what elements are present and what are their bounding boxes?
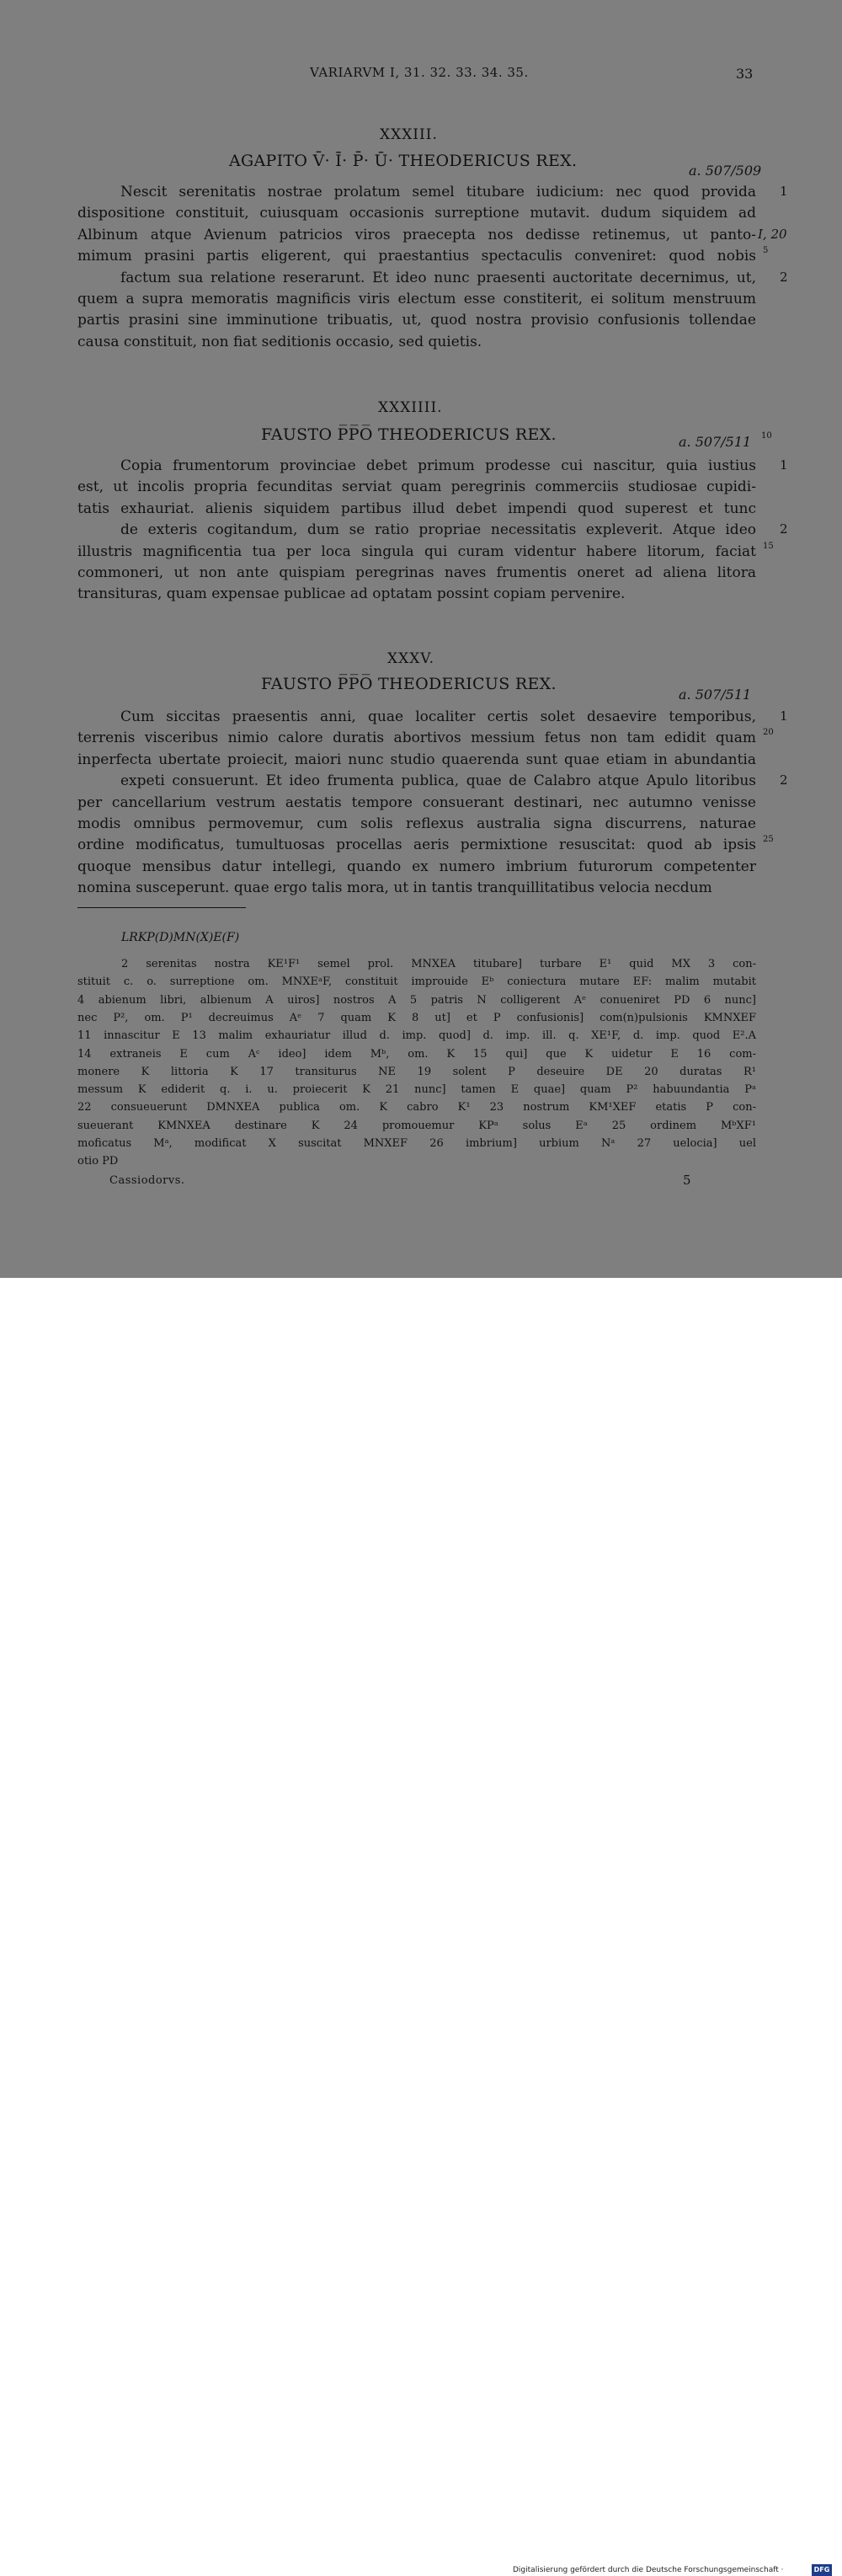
- dfg-credit: Digitalisierung gefördert durch die Deutsche Forschungsgemeinschaft ·: [513, 2566, 784, 2574]
- text-line: de exteris cogitandum, dum se ratio propriae necessitatis expleverit. Atque ideo: [120, 521, 756, 539]
- text-line: ordine modificatus, tumultuosas procellas aeris permixtione resuscitat: quod ab ipsis: [77, 836, 756, 854]
- text-line: terrenis visceribus nimio calore duratis abortivos messium fetus non tam edidit quam: [77, 730, 756, 747]
- footer-signature: Cassiodorvs.: [109, 1174, 185, 1187]
- apparatus-line: 2 serenitas nostra KE¹F¹ semel prol. MNXEA titubare] turbare E¹ quid MX 3 con-: [121, 958, 756, 970]
- apparatus-line: moficatus Mᵃ, modificat X suscitat MNXEF 26 imbrium] urbium Nᵃ 27 uelocia] uel: [77, 1137, 756, 1150]
- margin-line-number: 2: [780, 269, 788, 285]
- text-line: mimum prasini partis eligerent, qui praestantius spectaculis conveniret: quod nobis: [77, 248, 756, 265]
- margin-line-number: 5: [763, 246, 769, 256]
- text-line: transituras, quam expensae publicae ad optatam possint copiam pervenire.: [77, 585, 626, 603]
- viewer-credit-bar: [0, 1278, 842, 2574]
- margin-line-number: 20: [763, 728, 774, 738]
- text-line: factum sua relatione reserarunt. Et ideo nunc praesenti auctoritate decernimus, ut,: [120, 269, 756, 286]
- margin-line-number: 1: [780, 708, 788, 724]
- apparatus-line: messum K ediderit q. i. u. proiecerit K 21 nunc] tamen E quae] quam P² habuundantia Pᵃ: [77, 1083, 756, 1097]
- footnote-rule: [77, 907, 246, 908]
- text-line: commoneri, ut non ante quispiam peregrinas naves frumentis oneret ad aliena litora: [77, 564, 756, 581]
- text-line: partis prasini sine imminutione tribuatis, ut, quod nostra provisio confusionis tollendae: [77, 312, 756, 329]
- apparatus-line: sueuerant KMNXEA destinare K 24 promouemur KPᵃ solus Eᵃ 25 ordinem MᵇXF¹: [77, 1119, 756, 1132]
- apparatus-line: nec P², om. P¹ decreuimus Aᵉ 7 quam K 8 ut] et P confusionis] com(n)pulsionis KMNXEF: [77, 1011, 756, 1024]
- letter-number: XXXV.: [387, 650, 435, 667]
- footer-sheet-number: 5: [683, 1173, 691, 1188]
- margin-line-number: 25: [763, 835, 774, 845]
- page-number: 33: [736, 66, 754, 82]
- margin-line-number: 15: [763, 541, 774, 551]
- text-line: causa constituit, non fiat seditionis occasio, sed quietis.: [77, 333, 482, 350]
- apparatus-sigla: LRKP(D)MN(X)E(F): [121, 931, 240, 944]
- margin-line-number: 1: [780, 184, 788, 199]
- text-line: dispositione constituit, cuiusquam occasionis surreptione mutavit. dudum siquidem ad: [77, 205, 756, 222]
- apparatus-line: 22 consueuerunt DMNXEA publica om. K cabro K¹ 23 nostrum KM¹XEF etatis P con-: [77, 1101, 756, 1114]
- scanned-page: [0, 0, 842, 1278]
- letter-address: FAUSTO P̅P̅O̅ THEODERICUS REX.: [261, 425, 557, 444]
- text-line: inperfecta ubertate proiecit, maiori nunc studio quaerenda sunt quae etiam in abundantia: [77, 751, 756, 768]
- text-line: tatis exhauriat. alienis siquidem partibus illud debet impendi quod superest et tunc: [77, 500, 756, 517]
- margin-line-number: 2: [780, 772, 788, 788]
- letter-date: a. 507/511: [679, 434, 752, 450]
- text-line: Cum siccitas praesentis anni, quae localiter certis solet desaevire temporibus,: [120, 708, 756, 725]
- text-line: expeti consuerunt. Et ideo frumenta publica, quae de Calabro atque Apulo litoribus: [120, 772, 756, 790]
- letter-number: XXXIII.: [380, 126, 438, 143]
- letter-date: a. 507/511: [679, 687, 752, 703]
- text-line: Copia frumentorum provinciae debet primum prodesse cui nascitur, quia iustius: [120, 457, 756, 474]
- apparatus-line: 11 innascitur E 13 malim exhauriatur illud d. imp. quod] d. imp. ill. q. XE¹F, d. imp. quod E².A: [77, 1029, 756, 1043]
- margin-line-number: I, 20: [758, 226, 787, 242]
- apparatus-line: 14 extraneis E cum Aᶜ ideo] idem Mᵇ, om. K 15 qui] que K uidetur E 16 com-: [77, 1047, 756, 1061]
- dfg-logo: DFG: [812, 2564, 832, 2576]
- margin-line-number: 1: [780, 457, 788, 473]
- text-line: quem a supra memoratis magnificis viris electum esse constiterit, ei solitum menstruum: [77, 291, 756, 307]
- text-line: Albinum atque Avienum patricios viros praecepta nos dedisse retinemus, ut panto-: [77, 226, 756, 243]
- letter-address: AGAPITO V̄· Ī· P̄· Ū· THEODERICUS REX.: [229, 152, 578, 170]
- margin-line-number: 10: [761, 431, 772, 441]
- text-line: modis omnibus permovemur, cum solis reflexus australia signa discurrens, naturae: [77, 815, 756, 832]
- apparatus-line: stituit c. o. surreptione om. MNXEᵃF, constituit improuide Eᵇ coniectura mutare EF: malim mutabit: [77, 975, 756, 989]
- letter-number: XXXIIII.: [378, 399, 443, 416]
- letter-date: a. 507/509: [689, 163, 762, 179]
- apparatus-line: otio PD: [77, 1155, 119, 1168]
- apparatus-line: 4 abienum libri, albienum A uiros] nostros A 5 patris N colligerent Aᵉ conueniret PD 6 nunc]: [77, 993, 756, 1007]
- text-line: per cancellarium vestrum aestatis tempore consuerant destinari, nec autumno venisse: [77, 794, 756, 811]
- text-line: Nescit serenitatis nostrae prolatum semel titubare iudicium: nec quod provida: [120, 184, 756, 200]
- apparatus-line: monere K littoria K 17 transiturus NE 19 solent P deseuire DE 20 duratas R¹: [77, 1065, 756, 1078]
- text-line: quoque mensibus datur intellegi, quando ex numero imbrium futurorum competenter: [77, 858, 756, 875]
- margin-line-number: 2: [780, 521, 788, 537]
- text-line: nomina susceperunt. quae ergo talis mora, ut in tantis tranquillitatibus velocia necdum: [77, 879, 712, 897]
- text-line: illustris magnificentia tua per loca singula qui curam videntur habere litorum, faciat: [77, 542, 756, 560]
- letter-address: FAUSTO P̅P̅O̅ THEODERICUS REX.: [261, 675, 557, 693]
- running-header: VARIARVM I, 31. 32. 33. 34. 35.: [310, 65, 529, 80]
- text-line: est, ut incolis propria fecunditas serviat quam peregrinis commerciis studiosae cupidi-: [77, 478, 756, 496]
